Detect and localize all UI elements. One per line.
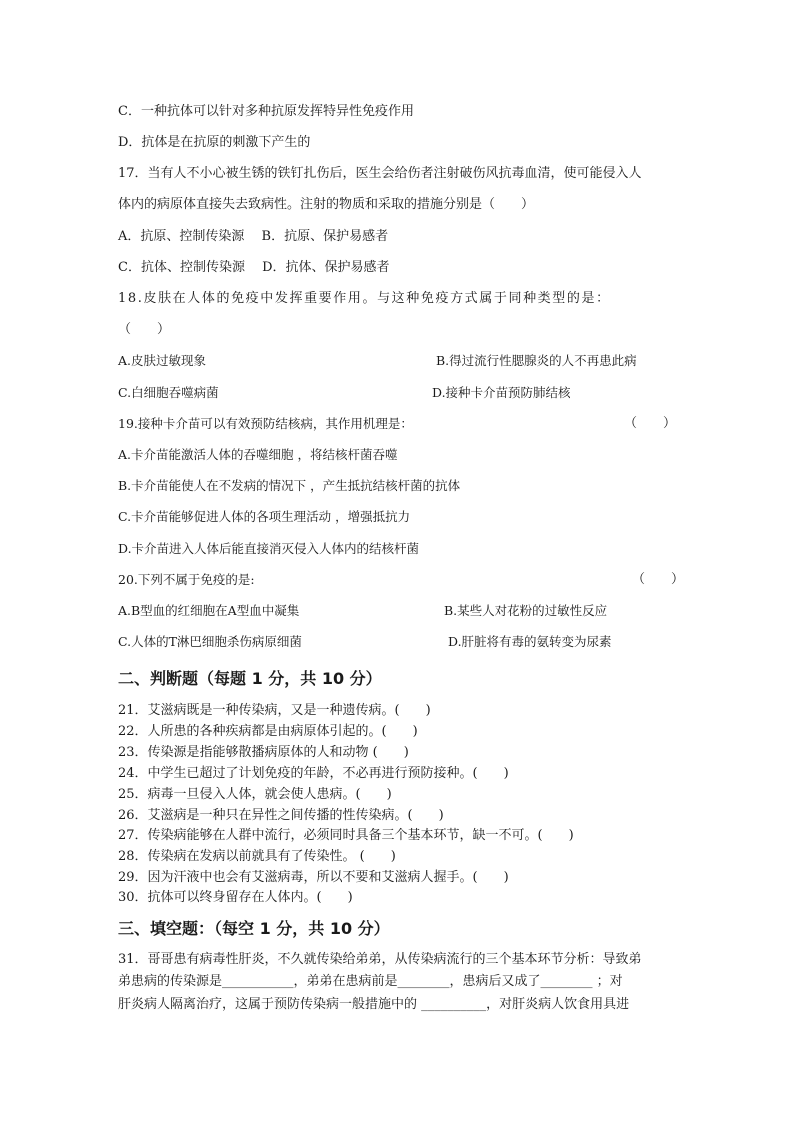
fill-item-31-line-3: 肝炎病人隔离治疗，这属于预防传染病一般措施中的 __________，对肝炎病人饮食用具进 — [118, 997, 630, 1012]
q19-option-c: C.卡介苗能够促进人体的各项生理活动 ，增强抵抗力 — [118, 509, 411, 524]
q19-option-d: D.卡介苗进入人体后能直接消灭侵入人体内的结核杆菌 — [118, 541, 420, 556]
q20-paren: （ ） — [632, 572, 685, 587]
tf-item-29: 29．因为汗液中也会有艾滋病毒，所以不要和艾滋病人握手。( ) — [118, 870, 509, 885]
q17-options-ab: A．抗原、控制传染源 B．抗原、保护易感者 — [118, 229, 389, 244]
fill-item-31-line-1: 31．哥哥患有病毒性肝炎，不久就传染给弟弟，从传染病流行的三个基本环节分析：导致弟 — [118, 952, 642, 967]
tf-item-27: 27．传染病能够在人群中流行，必须同时具备三个基本环节，缺一不可。( ) — [118, 828, 574, 843]
fill-item-31-line-2: 弟患病的传染源是___________，弟弟在患病前是________，患病后又成了________ ；对 — [118, 974, 623, 989]
tf-item-25: 25．病毒一旦侵入人体，就会使人患病。( ) — [118, 787, 392, 802]
q18-option-c: C.白细胞吞噬病菌 — [118, 385, 219, 400]
q19-stem: 19.接种卡介苗可以有效预防结核病，其作用机理是： — [118, 416, 413, 431]
q16-option-c: C．一种抗体可以针对多种抗原发挥特异性免疫作用 — [118, 104, 414, 119]
tf-item-24: 24．中学生已超过了计划免疫的年龄，不必再进行预防接种。( ) — [118, 766, 509, 781]
q17-stem-line-1: 17．当有人不小心被生锈的铁钉扎伤后，医生会给伤者注射破伤风抗毒血清，使可能侵入人 — [118, 166, 642, 181]
q20-option-b: B.某些人对花粉的过敏性反应 — [444, 603, 608, 618]
q19-option-a: A.卡介苗能激活人体的吞噬细胞 ，将结核杆菌吞噬 — [118, 447, 398, 462]
q20-option-c: C.人体的T淋巴细胞杀伤病原细菌 — [118, 634, 302, 649]
q17-options-cd: C．抗体、控制传染源 D．抗体、保护易感者 — [118, 260, 390, 275]
q20-option-d: D.肝脏将有毒的氨转变为尿素 — [448, 634, 612, 649]
q19-option-b: B.卡介苗能使人在不发病的情况下 ，产生抵抗结核杆菌的抗体 — [118, 478, 461, 493]
q18-option-d: D.接种卡介苗预防肺结核 — [432, 385, 571, 400]
tf-item-22: 22．人所患的各种疾病都是由病原体引起的。( ) — [118, 724, 418, 739]
tf-item-28: 28．传染病在发病以前就具有了传染性。 ( ) — [118, 849, 396, 864]
tf-item-21: 21．艾滋病既是一种传染病，又是一种遗传病。( ) — [118, 703, 431, 718]
q18-option-a: A.皮肤过敏现象 — [118, 353, 207, 368]
q17-stem-line-2: 体内的病原体直接失去致病性。注射的物质和采取的措施分别是（ ） — [118, 197, 535, 212]
section-2-heading: 二、判断题（每题 1 分，共 10 分） — [118, 669, 382, 688]
q20-stem: 20.下列不属于免疫的是: — [118, 572, 255, 587]
q20-option-a: A.B型血的红细胞在A型血中凝集 — [118, 603, 300, 618]
tf-item-30: 30．抗体可以终身留存在人体内。( ) — [118, 890, 353, 905]
q18-stem: 18.皮肤在人体的免疫中发挥重要作用。与这种免疫方式属于同种类型的是： — [118, 291, 611, 306]
q19-paren: （ ） — [624, 416, 677, 431]
section-3-heading: 三、填空题：（每空 1 分，共 10 分） — [118, 919, 390, 938]
tf-item-26: 26．艾滋病是一种只在异性之间传播的性传染病。( ) — [118, 808, 444, 823]
q18-option-b: B.得过流行性腮腺炎的人不再患此病 — [436, 353, 637, 368]
q16-option-d: D．抗体是在抗原的刺激下产生的 — [118, 135, 311, 150]
q18-paren: （ ） — [118, 322, 171, 337]
tf-item-23: 23．传染源是指能够散播病原体的人和动物 ( ) — [118, 745, 409, 760]
